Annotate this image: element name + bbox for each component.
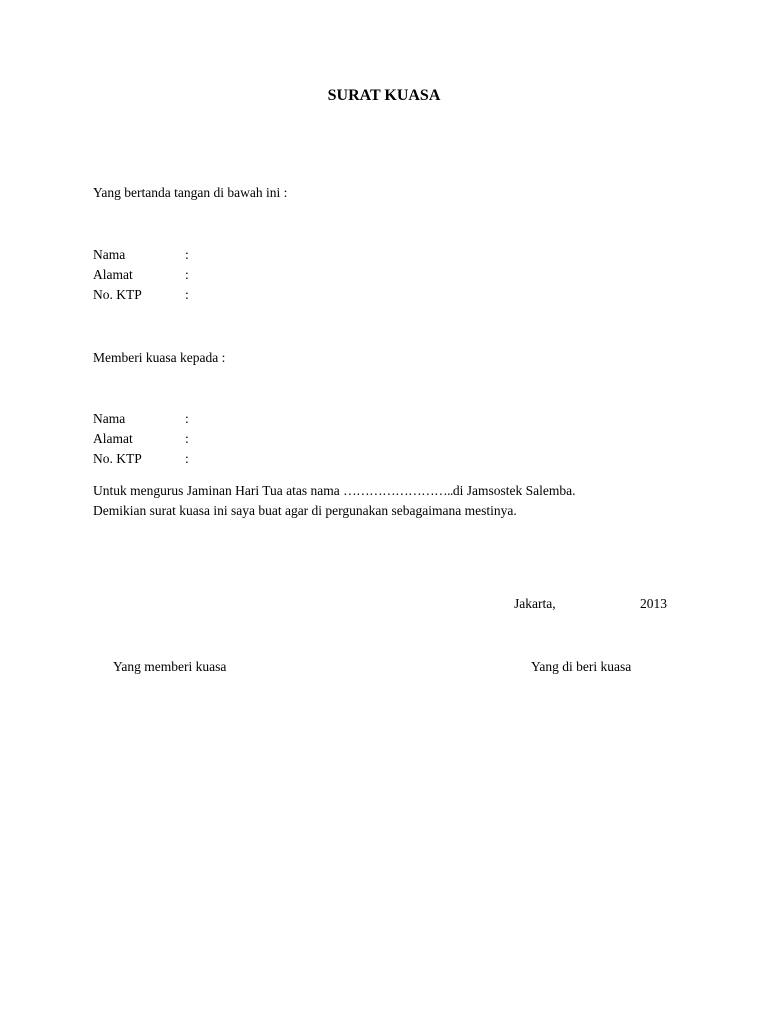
field-label: Alamat [93,267,133,282]
year-text: 2013 [640,596,667,611]
grant-statement: Memberi kuasa kepada : [93,350,226,365]
field-colon: : [185,287,189,302]
field-label: No. KTP [93,451,142,466]
field-colon: : [185,451,189,466]
closing-text: Demikian surat kuasa ini saya buat agar di pergunakan sebagaimana mestinya. [93,503,517,518]
field-label: Nama [93,247,126,262]
grantor-address-field [93,265,189,285]
place-text: Jakarta, [514,596,556,611]
field-colon: : [185,431,189,446]
purpose-prefix: Untuk mengurus Jaminan Hari Tua atas nama [93,483,344,498]
field-label: Nama [93,411,126,426]
purpose-text [93,481,575,501]
field-colon: : [185,247,189,262]
grantee-address-field [93,429,189,449]
grantor-signature-label: Yang memberi kuasa [113,659,227,674]
grantee-signature-label: Yang di beri kuasa [531,659,632,674]
grantee-name-field [93,409,189,429]
field-label: Alamat [93,431,133,446]
field-colon: : [185,411,189,426]
purpose-name-blank: …………………….. [343,483,453,498]
grantee-ktp-field [93,449,189,469]
grantor-ktp-field [93,285,189,305]
field-colon: : [185,267,189,282]
purpose-suffix: di Jamsostek Salemba. [452,483,576,498]
document-title: SURAT KUASA [327,87,441,104]
grantor-name-field [93,245,189,265]
field-label: No. KTP [93,287,142,302]
intro-text: Yang bertanda tangan di bawah ini : [93,185,288,200]
